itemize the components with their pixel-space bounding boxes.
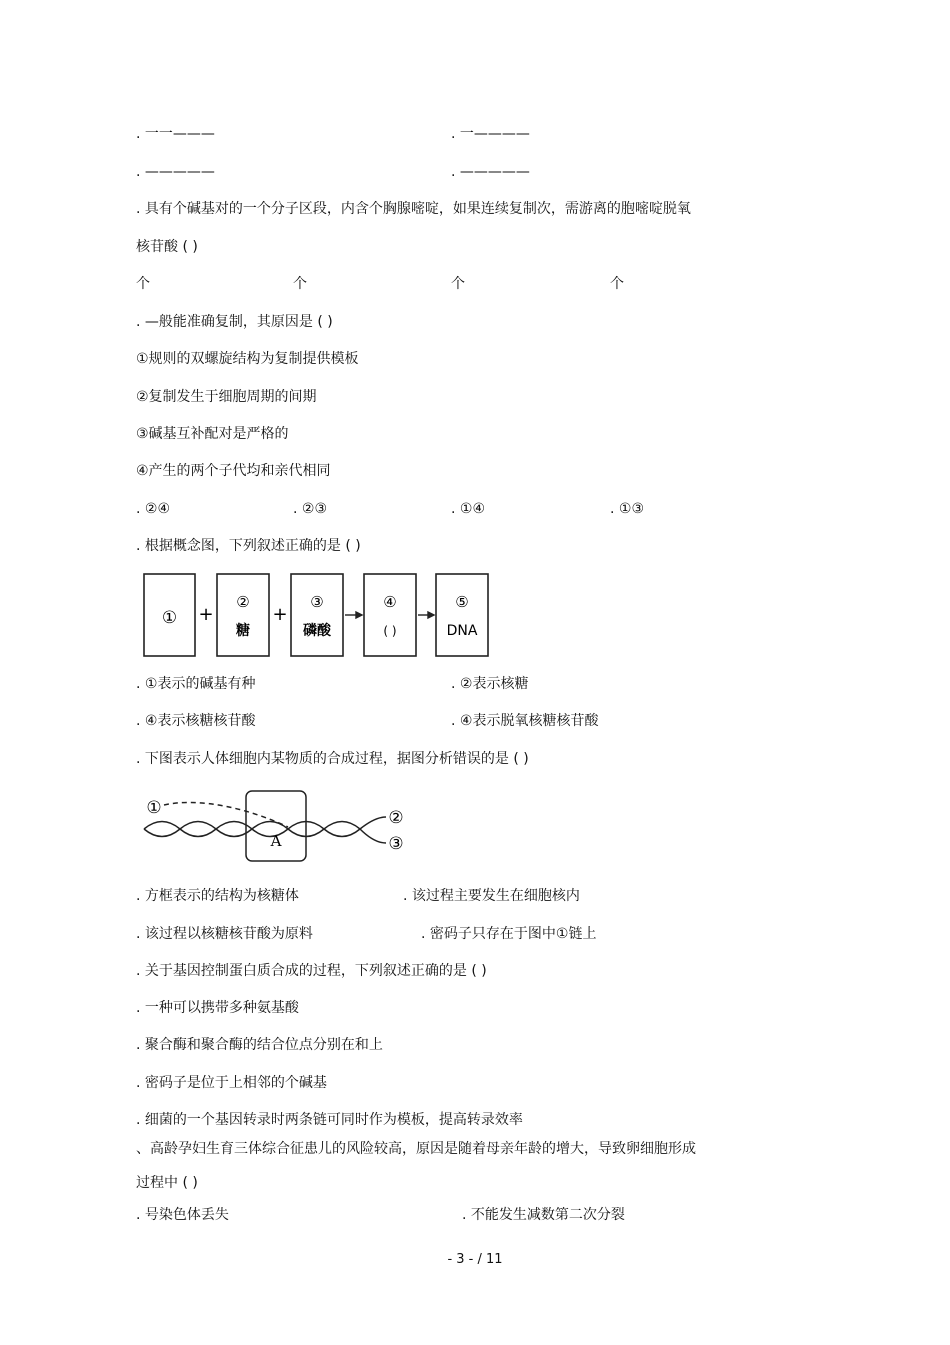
box-2-text: 糖 xyxy=(236,623,250,639)
option-c: . 该过程以核糖核苷酸为原料 xyxy=(136,926,313,942)
option-c: 个 xyxy=(451,276,465,292)
option-c: . ④表示核糖核苷酸 xyxy=(136,713,256,729)
box-5-text: DNA xyxy=(446,623,478,639)
statement-item: ②复制发生于细胞周期的间期 xyxy=(136,389,317,405)
option-a: . ①表示的碱基有种 xyxy=(136,676,256,692)
answer-line: . ————— xyxy=(136,164,215,180)
option-b: . ②表示核糖 xyxy=(451,676,529,692)
page-number: - 3 - / 11 xyxy=(447,1252,503,1267)
concept-map-figure xyxy=(140,570,500,662)
option-a: . 号染色体丢失 xyxy=(136,1207,229,1223)
option-c: . ①④ xyxy=(451,501,486,517)
dna-strand-lower xyxy=(144,822,386,844)
option-c: . 密码子是位于上相邻的个碱基 xyxy=(136,1075,327,1091)
statement-item: ①规则的双螺旋结构为复制提供模板 xyxy=(136,351,359,367)
box-3-number: ③ xyxy=(310,593,324,611)
box-1-label: ① xyxy=(161,608,178,628)
question-stem: . 具有个碱基对的一个分子区段，内含个胸腺嘧啶，如果连续复制次，需游离的胞嘧啶脱氧 xyxy=(136,201,691,217)
plus-sign: + xyxy=(198,604,214,625)
option-a: 个 xyxy=(136,276,150,292)
box-3-text: 磷酸 xyxy=(303,623,331,639)
option-d: . ①③ xyxy=(610,501,645,517)
answer-line: . ————— xyxy=(451,164,530,180)
option-b: . 该过程主要发生在细胞核内 xyxy=(403,888,580,904)
question-stem: 、高龄孕妇生育三体综合征患儿的风险较高，原因是随着母亲年龄的增大，导致卵细胞形成 xyxy=(136,1141,696,1157)
option-b: . 聚合酶和聚合酶的结合位点分别在和上 xyxy=(136,1037,383,1053)
label-2: ② xyxy=(388,808,404,828)
option-b: . 不能发生减数第二次分裂 xyxy=(462,1207,625,1223)
box-4-text: ( ) xyxy=(383,624,397,638)
concept-box-5 xyxy=(436,574,488,656)
arrow-head xyxy=(356,612,362,618)
question-stem: 核苷酸 ( ) xyxy=(136,239,198,255)
transcription-figure xyxy=(140,787,410,867)
question-stem: . —般能准确复制，其原因是 ( ) xyxy=(136,314,333,330)
label-1: ① xyxy=(146,798,162,818)
option-b: . ②③ xyxy=(293,501,328,517)
concept-box-4 xyxy=(364,574,416,656)
label-a: A xyxy=(270,832,282,850)
dna-strand-upper xyxy=(144,817,386,837)
question-stem: . 关于基因控制蛋白质合成的过程，下列叙述正确的是 ( ) xyxy=(136,963,487,979)
option-a: . 方框表示的结构为核糖体 xyxy=(136,888,299,904)
question-stem: 过程中 ( ) xyxy=(136,1175,198,1191)
option-a: . 一种可以携带多种氨基酸 xyxy=(136,1000,299,1016)
option-d: 个 xyxy=(610,276,624,292)
statement-item: ③碱基互补配对是严格的 xyxy=(136,426,289,442)
option-d: . 细菌的一个基因转录时两条链可同时作为模板，提高转录效率 xyxy=(136,1112,523,1128)
option-d: . 密码子只存在于图中①链上 xyxy=(421,926,597,942)
box-2-number: ② xyxy=(236,593,250,611)
plus-sign: + xyxy=(272,604,288,625)
box-5-number: ⑤ xyxy=(455,593,469,611)
arrow-head xyxy=(428,612,434,618)
answer-line: . 一一——— xyxy=(136,126,215,142)
option-b: 个 xyxy=(293,276,307,292)
concept-box-2 xyxy=(217,574,269,656)
concept-box-3 xyxy=(291,574,343,656)
question-stem: . 根据概念图，下列叙述正确的是 ( ) xyxy=(136,538,361,554)
option-a: . ②④ xyxy=(136,501,171,517)
answer-line: . 一———— xyxy=(451,126,530,142)
question-stem: . 下图表示人体细胞内某物质的合成过程，据图分析错误的是 ( ) xyxy=(136,751,529,767)
statement-item: ④产生的两个子代均和亲代相同 xyxy=(136,463,331,479)
option-d: . ④表示脱氧核糖核苷酸 xyxy=(451,713,599,729)
box-4-number: ④ xyxy=(383,593,397,611)
label-3: ③ xyxy=(388,834,404,854)
